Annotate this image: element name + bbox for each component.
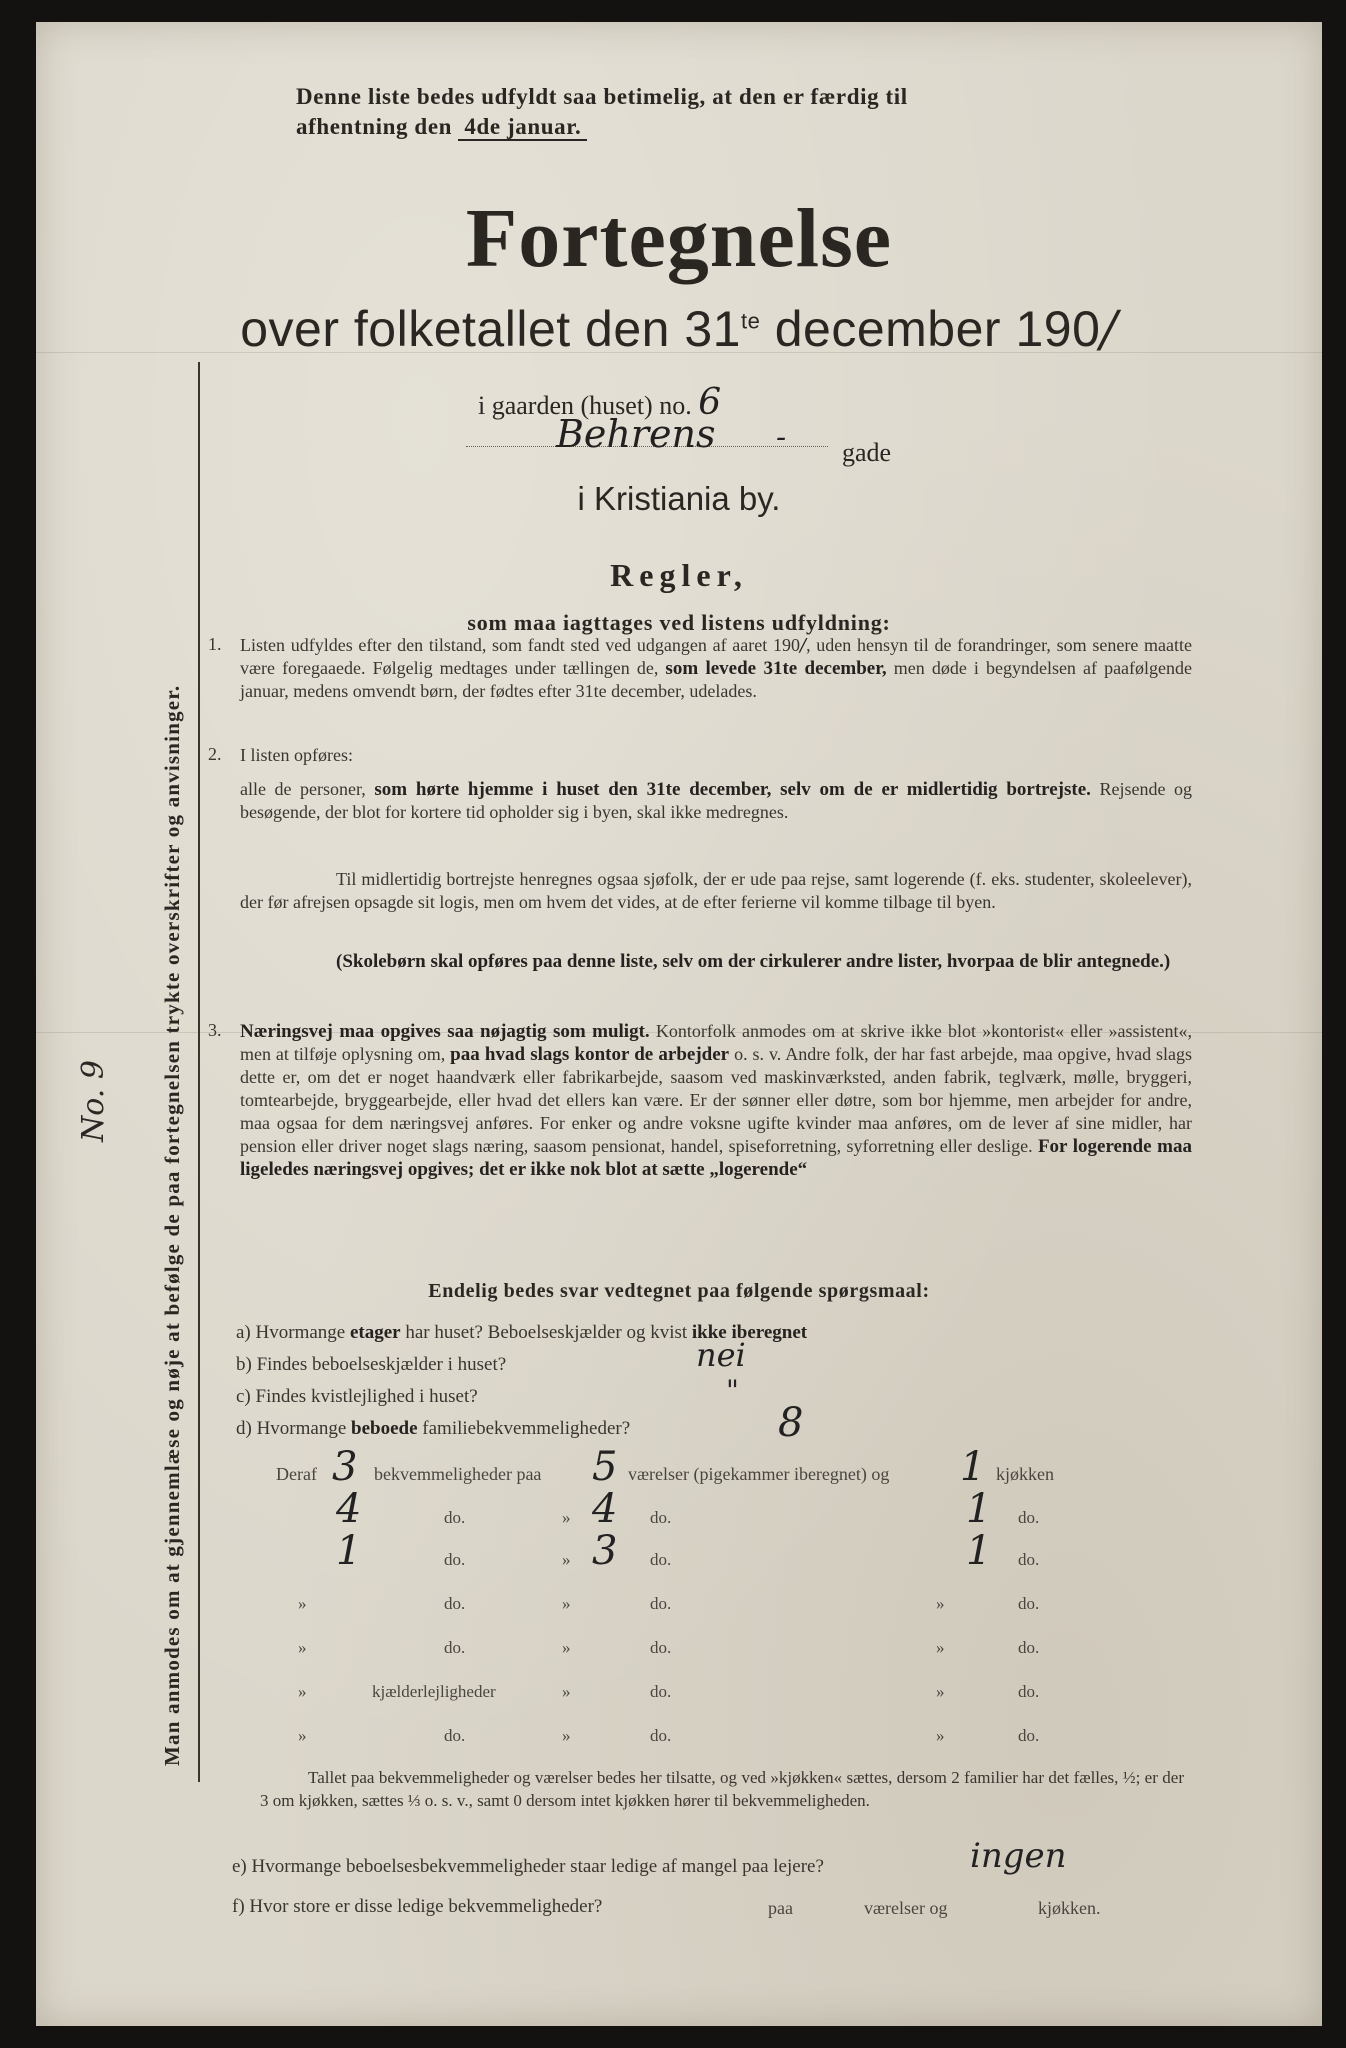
row-4-do-2: do. <box>650 1594 672 1613</box>
delivery-notice <box>296 82 1202 142</box>
notice-date: 4de januar. <box>458 114 587 141</box>
rule-2-para3: (Skolebørn skal opføres paa denne liste, selv om der cirkulerer andre lister, hvorpaa de blir antegnede.) <box>336 951 1171 972</box>
question-b-label: b) <box>236 1354 252 1375</box>
row-3-ditto: » <box>562 1550 571 1569</box>
table-vaer-label: værelser (pigekammer iberegnet) og <box>628 1464 890 1484</box>
row-6-ditto-3: » <box>936 1682 945 1701</box>
question-a-t2: har huset? Beboelseskjælder og kvist <box>405 1322 688 1343</box>
question-e-text: Hvormange beboelsesbekvemmeligheder staar ledige af mangel paa lejere? <box>251 1856 824 1877</box>
row-5-ditto-3: » <box>936 1638 945 1657</box>
city-line: i Kristiania by. <box>577 480 781 517</box>
rule-2-para2: Til midlertidig bortrejste henregnes ogsaa sjøfolk, der er ude paa rejse, samt logerende (f. eks. studenter, skoleelever), der før afrejsen opsagde sit logis, men om hvem det vides, at de efter ferierne vil komme tilbage til byen. <box>240 869 1192 912</box>
street-dash-hand: - <box>776 420 787 455</box>
rule-2-number: 2. <box>208 744 222 764</box>
row-3-rooms-hand: 3 <box>592 1528 618 1574</box>
rule-2-intro: I listen opføres: <box>240 745 353 765</box>
notice-line2: afhentning den <box>296 114 453 139</box>
row-2-do-1: do. <box>444 1508 466 1527</box>
census-form-sheet <box>36 22 1322 2026</box>
row-4-do-1: do. <box>444 1594 466 1613</box>
table-note: Tallet paa bekvemmeligheder og værelser bedes her tilsatte, og ved »kjøkken« sættes, dersom 2 familier har det fælles, ½; er der 3 om kjøkken, sættes ⅓ o. s. v., samt 0 dersom intet kjøkken hører til bekvemmeligheden. <box>260 1768 1184 1810</box>
margin-note: No. 9 <box>76 1060 111 1142</box>
question-d-t2: familiebekvemmeligheder? <box>422 1418 631 1439</box>
rule-2-t1: alle de personer, <box>240 779 366 799</box>
question-b-answer-hand: nei <box>696 1336 746 1374</box>
rules-heading: Regler, <box>610 557 748 593</box>
row-5-ditto: » <box>298 1638 307 1657</box>
row-7-ditto-3: » <box>936 1726 945 1745</box>
row-6-ditto: » <box>298 1682 307 1701</box>
row-4-ditto-2: » <box>562 1594 571 1613</box>
form-subtitle <box>36 300 1322 358</box>
rule-2-text <box>240 778 1192 824</box>
row-4-ditto: » <box>298 1594 307 1613</box>
question-d-answer-hand: 8 <box>778 1400 804 1446</box>
table-deraf: Deraf <box>276 1464 317 1484</box>
question-f-label: f) <box>232 1896 245 1917</box>
row-2-do-3: do. <box>1018 1508 1040 1527</box>
subtitle-prefix: over folketallet den 31 <box>240 301 741 357</box>
question-a-label: a) <box>236 1322 251 1343</box>
house-number-hand: 6 <box>698 382 722 423</box>
row-2-count-hand: 4 <box>336 1486 362 1532</box>
street-suffix: gade <box>842 438 892 467</box>
question-b <box>236 1354 506 1376</box>
question-d-label: d) <box>236 1418 252 1439</box>
row-6-kjaelder: kjælderlejligheder <box>372 1682 496 1701</box>
rule-1-text <box>240 634 1192 703</box>
question-d-t1: Hvormange <box>256 1418 347 1439</box>
rule-3-t1: Kontorfolk anmodes om at skrive ikke blot »kontorist« eller »assistent«, men at tilføje oplysning om, <box>240 1021 1193 1064</box>
question-d-bold: beboede <box>351 1418 418 1439</box>
question-f-text: Hvor store er disse ledige bekvemmeligheder? <box>249 1896 603 1917</box>
row-2-ditto: » <box>562 1508 571 1527</box>
question-e <box>232 1856 824 1878</box>
question-a-t1: Hvormange <box>255 1322 346 1343</box>
question-c <box>236 1386 478 1408</box>
row-6-do-3: do. <box>1018 1682 1040 1701</box>
row-3-kitchens-hand: 1 <box>966 1528 992 1574</box>
subtitle-sup: te <box>740 308 761 334</box>
rule-1-number: 1. <box>208 634 222 654</box>
rule-2-t2: Rejsende og besøgende, der blot for kortere tid opholder sig i byen, skal ikke medregnes. <box>240 779 1192 822</box>
form-title: Fortegnelse <box>465 192 893 285</box>
row-3-count-hand: 1 <box>336 1528 362 1574</box>
rules-subheading: som maa iagttages ved listens udfyldning: <box>467 610 891 635</box>
table-kjokken-label: kjøkken <box>996 1464 1054 1484</box>
row-1-kitchens-hand: 1 <box>960 1444 986 1490</box>
rule-1-t3: men døde i begyndelsen af paafølgende januar, medens omvendt børn, der fødtes efter 31te december, udelades. <box>240 658 1193 701</box>
row-3-do-1: do. <box>444 1550 466 1569</box>
street-name-hand: Behrens <box>556 412 716 456</box>
row-2-kitchens-hand: 1 <box>966 1486 992 1532</box>
question-a-bold: etager <box>349 1322 401 1343</box>
row-5-do-3: do. <box>1018 1638 1040 1657</box>
question-f-paa: paa <box>768 1898 793 1918</box>
row-4-ditto-3: » <box>936 1594 945 1613</box>
row-7-do-3: do. <box>1018 1726 1040 1745</box>
rule-1-b1: som levede 31te december, <box>665 658 887 679</box>
question-d <box>236 1418 630 1440</box>
row-3-do-3: do. <box>1018 1550 1040 1569</box>
question-f-vaer: værelser og <box>864 1898 948 1918</box>
row-3-do-2: do. <box>650 1550 672 1569</box>
question-c-text: Findes kvistlejlighed i huset? <box>255 1386 478 1407</box>
notice-line1: Denne liste bedes udfyldt saa betimelig, at den er færdig til <box>296 84 908 109</box>
row-7-ditto-2: » <box>562 1726 571 1745</box>
rule-3-t2: o. s. v. Andre folk, der har fast arbejde, maa opgive, hvad slags dette er, om det er noget haandværk eller fabrikarbejde, saasom ved maskinværksted, anden fabrik, teglværk, mølle, bryggeri, tomtearbejde, bryggearbejde, eller hvad det ellers kan være. Er der sønner eller døtre, som bor hjemme, men arbejder for andre, maa ogsaa for dem næringsvej anføres. For enker og andre voksne ugifte kvinder maa anføres, om de lever af sine midler, har pension eller driver noget slags næring, saasom pensionat, handel, spiseforretning, syforretning eller deslige. <box>240 1044 1193 1156</box>
row-2-rooms-hand: 4 <box>592 1486 618 1532</box>
rule-3-b1: Næringsvej maa opgives saa nøjagtig som muligt. <box>240 1021 650 1042</box>
question-b-text: Findes beboelseskjælder i huset? <box>256 1354 507 1375</box>
row-5-do-1: do. <box>444 1638 466 1657</box>
question-e-answer-hand: ingen <box>970 1836 1067 1876</box>
question-c-label: c) <box>236 1386 251 1407</box>
question-a-bold2: ikke iberegnet <box>691 1322 808 1343</box>
rule-3-number: 3. <box>208 1020 222 1040</box>
table-bekv-label: bekvemmeligheder paa <box>374 1464 542 1484</box>
row-2-do-2: do. <box>650 1508 672 1527</box>
row-6-do-2: do. <box>650 1682 672 1701</box>
subtitle-middle: december 190 <box>760 301 1101 357</box>
row-5-do-2: do. <box>650 1638 672 1657</box>
question-e-label: e) <box>232 1856 247 1877</box>
row-4-do-3: do. <box>1018 1594 1040 1613</box>
question-f-kjokken: kjøkken. <box>1038 1898 1101 1918</box>
row-7-ditto: » <box>298 1726 307 1745</box>
rule-3-b3: For logerende maa ligeledes næringsvej opgives; det er ikke nok blot at sætte „logerende“ <box>240 1136 1192 1180</box>
rule-1-t2: , uden hensyn til de forandringer, som senere maatte være foregaaede. Følgelig medtages under tællingen de, <box>240 635 1193 678</box>
house-label: i gaarden (huset) no. <box>478 391 692 420</box>
row-5-ditto-2: » <box>562 1638 571 1657</box>
question-c-answer-hand: " <box>726 1374 739 1407</box>
row-7-do-2: do. <box>650 1726 672 1745</box>
rule-1-t1: Listen udfyldes efter den tilstand, som fandt sted ved udgangen af aaret 190 <box>240 635 800 655</box>
rule-3-b2: paa hvad slags kontor de arbejder <box>450 1044 730 1065</box>
rule-2-b1: som hørte hjemme i huset den 31te december, selv om de er midlertidig bortrejste. <box>374 779 1091 800</box>
side-instruction: Man anmodes om at gjennemlæse og nøje at befølge de paa fortegnelsen trykte overskrifter og anvisninger. <box>160 684 184 1766</box>
subtitle-year-hand: / <box>1100 300 1118 358</box>
question-f <box>232 1896 602 1918</box>
questions-heading: Endelig bedes svar vedtegnet paa følgende spørgsmaal: <box>428 1280 930 1302</box>
row-1-rooms-hand: 5 <box>592 1444 618 1490</box>
rule-3-text <box>240 1020 1192 1181</box>
rule-1-year-hand: / <box>800 635 807 656</box>
row-6-ditto-2: » <box>562 1682 571 1701</box>
row-7-do-1: do. <box>444 1726 466 1745</box>
row-1-count-hand: 3 <box>332 1444 358 1490</box>
